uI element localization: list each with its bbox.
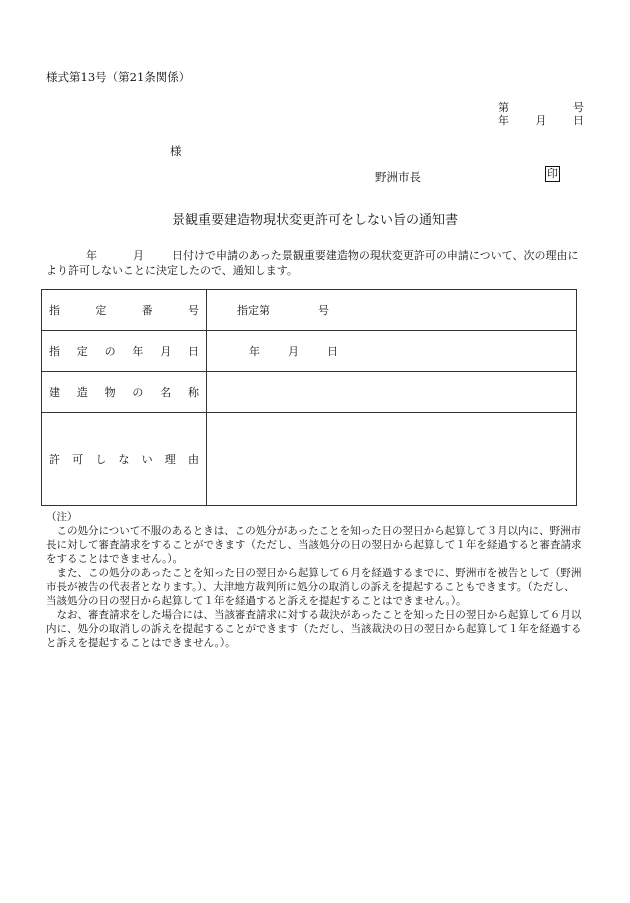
- seal-mark: 印: [547, 167, 558, 180]
- designation-suffix: 号: [318, 304, 329, 317]
- label-char: い: [141, 453, 153, 466]
- label-char: 由: [187, 453, 199, 466]
- notes-paragraph: なお、審査請求をした場合には、当該審査請求に対する裁決があったことを知った日の翌日から起算して６月以内に、処分の取消しの訴えを提起することができます（ただし、当該裁決の日の翌日から起算して１年を経過すると訴えを提起することはできません。）。: [46, 609, 582, 649]
- label-char: 定: [76, 345, 88, 358]
- label-char: 理: [164, 453, 176, 466]
- value-designation-number: [207, 290, 577, 331]
- designation-date-year: 年: [249, 345, 260, 358]
- issue-date-row: [498, 114, 584, 127]
- table-row: [42, 413, 577, 506]
- info-table: [41, 289, 577, 506]
- issue-date-year: 年: [498, 114, 509, 127]
- table-row: [42, 331, 577, 372]
- body-text: [46, 248, 584, 278]
- table-row: [42, 290, 577, 331]
- value-refusal-reason: [207, 413, 577, 506]
- label-char: 定: [95, 304, 107, 317]
- label-building-name: [42, 372, 207, 413]
- label-refusal-reason: [42, 413, 207, 506]
- label-char: 番: [141, 304, 153, 317]
- reference-number-row: [498, 101, 584, 114]
- ref-no-suffix: 号: [573, 101, 584, 114]
- ref-no-prefix: 第: [498, 101, 509, 114]
- table-row: [42, 372, 577, 413]
- label-char: 物: [104, 386, 116, 399]
- notes-heading: （注）: [46, 511, 78, 523]
- notes-paragraph: この処分について不服のあるときは、この処分があったことを知った日の翌日から起算して３月以内に、野洲市長に対して審査請求をすることができます（ただし、当該処分の日の翌日から起算して１年を経過すると審査請求をすることはできません。）。: [46, 525, 582, 565]
- addressee: 様: [170, 144, 182, 158]
- value-designation-date: [207, 331, 577, 372]
- label-char: 名: [160, 386, 172, 399]
- label-char: 造: [76, 386, 88, 399]
- label-designation-number: [42, 290, 207, 331]
- label-char: 月: [160, 345, 172, 358]
- label-char: 日: [187, 345, 199, 358]
- form-number: 様式第13号（第21条関係）: [46, 70, 191, 84]
- label-char: し: [95, 453, 107, 466]
- body-date-year: 年: [86, 249, 97, 262]
- label-char: 称: [187, 386, 199, 399]
- notes-section: [46, 510, 584, 650]
- notes-paragraph: また、この処分のあったことを知った日の翌日から起算して６月を経過するまでに、野洲市を被告として（野洲市長が被告の代表者となります。）、大津地方裁判所に処分の取消しの訴えを提起することもできます。（ただし、当該処分の日の翌日から起算して１年を経過すると訴えを提起することはできません。）。: [46, 567, 582, 607]
- label-char: の: [132, 386, 144, 399]
- label-char: な: [118, 453, 130, 466]
- label-char: 年: [132, 345, 144, 358]
- document-title: 景観重要建造物現状変更許可をしない旨の通知書: [171, 213, 458, 228]
- label-char: 号: [187, 304, 199, 317]
- designation-date-month: 月: [288, 345, 299, 358]
- designation-prefix: 指定第: [237, 304, 270, 317]
- body-date-month: 月: [133, 249, 144, 262]
- label-char: 許: [49, 453, 60, 466]
- label-char: 指: [49, 345, 60, 358]
- label-char: の: [104, 345, 116, 358]
- value-building-name: [207, 372, 577, 413]
- label-char: 建: [49, 386, 60, 399]
- issue-date-day: 日: [573, 114, 584, 127]
- sender: 野洲市長: [375, 170, 421, 184]
- label-designation-date: [42, 331, 207, 372]
- reference-number-block: [498, 101, 584, 127]
- label-char: 指: [49, 304, 60, 317]
- body-main-text: 日付けで申請のあった景観重要建造物の現状変更許可の申請について、次の理由により許可しないことに決定したので、通知します。: [46, 249, 579, 277]
- label-char: 可: [72, 453, 84, 466]
- issue-date-month: 月: [535, 114, 547, 127]
- designation-date-day: 日: [327, 345, 338, 358]
